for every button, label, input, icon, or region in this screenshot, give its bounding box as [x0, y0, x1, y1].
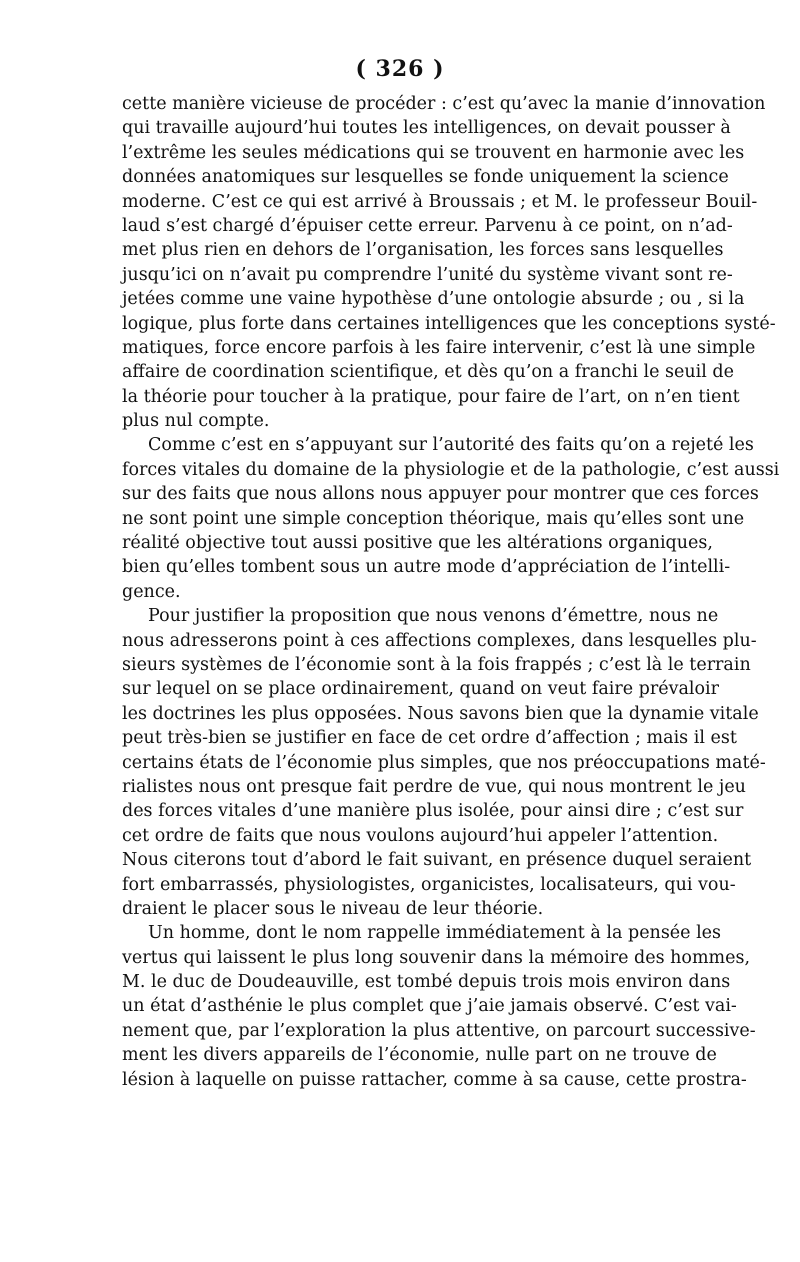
text-line: lésion à laquelle on puisse rattacher, comme à sa cause, cette prostra-: [122, 1069, 747, 1090]
text-line: cette manière vicieuse de procéder : c’est qu’avec la manie d’innovation: [122, 94, 766, 114]
text-line: fort embarrassés, physiologistes, organicistes, localisateurs, qui vou-: [122, 874, 736, 895]
text-line: vertus qui laissent le plus long souvenir dans la mémoire des hommes,: [122, 947, 751, 968]
text-line: des forces vitales d’une manière plus isolée, pour ainsi dire ; c’est sur: [122, 801, 744, 822]
text-line: affaire de coordination scientifique, et dès qu’on a franchi le seuil de: [122, 362, 734, 383]
text-line: Comme c’est en s’appuyant sur l’autorité des faits qu’on a rejeté les: [148, 435, 754, 456]
text-line: ne sont point une simple conception théorique, mais qu’elles sont une: [122, 508, 745, 529]
paragraph: [122, 433, 780, 604]
text-line: certains états de l’économie plus simples, que nos préoccupations maté-: [122, 752, 766, 773]
text-line: rialistes nous ont presque fait perdre de vue, qui nous montrent le jeu: [122, 776, 746, 797]
text-line: jetées comme une vaine hypothèse d’une ontologie absurde ; ou , si la: [122, 289, 745, 310]
text-line: ment les divers appareils de l’économie, nulle part on ne trouve de: [122, 1045, 717, 1066]
text-line: met plus rien en dehors de l’organisation, les forces sans lesquelles: [122, 240, 724, 261]
paragraph: [122, 921, 756, 1092]
text-line: jusqu’ici on n’avait pu comprendre l’unité du système vivant sont re-: [122, 264, 733, 285]
text-line: plus nul compte.: [122, 411, 270, 432]
text-line: Pour justifier la proposition que nous venons d’émettre, nous ne: [148, 606, 719, 627]
text-line: peut très-bien se justifier en face de cet ordre d’affection ; mais il est: [122, 728, 737, 749]
text-line: qui travaille aujourd’hui toutes les intelligences, on devait pousser à: [122, 118, 731, 139]
text-line: forces vitales du domaine de la physiologie et de la pathologie, c’est aussi: [122, 459, 780, 480]
text-line: laud s’est chargé d’épuiser cette erreur. Parvenu à ce point, on n’ad-: [122, 215, 733, 236]
text-line: la théorie pour toucher à la pratique, pour faire de l’art, on n’en tient: [122, 386, 740, 407]
paragraph: [122, 604, 766, 921]
body-text: [122, 92, 780, 1092]
text-line: réalité objective tout aussi positive que les altérations organiques,: [122, 533, 713, 554]
text-line: Nous citerons tout d’abord le fait suivant, en présence duquel seraient: [122, 850, 752, 871]
text-line: gence.: [122, 581, 181, 602]
text-line: les doctrines les plus opposées. Nous savons bien que la dynamie vitale: [122, 703, 759, 724]
text-line: nement que, par l’exploration la plus attentive, on parcourt successive-: [122, 1020, 756, 1041]
text-line: sur lequel on se place ordinairement, quand on veut faire prévaloir: [122, 679, 719, 700]
text-line: un état d’asthénie le plus complet que j’aie jamais observé. C’est vai-: [122, 996, 737, 1017]
text-line: nous adresserons point à ces affections complexes, dans lesquelles plu-: [122, 630, 757, 651]
text-line: logique, plus forte dans certaines intelligences que les conceptions systé-: [122, 313, 776, 334]
text-line: sur des faits que nous allons nous appuyer pour montrer que ces forces: [122, 484, 759, 505]
paragraph: [122, 92, 776, 433]
text-line: cet ordre de faits que nous voulons aujourd’hui appeler l’attention.: [122, 825, 719, 846]
text-line: bien qu’elles tombent sous un autre mode d’appréciation de l’intelli-: [122, 557, 731, 578]
page-number: ( 326 ): [355, 56, 445, 82]
text-line: sieurs systèmes de l’économie sont à la fois frappés ; c’est là le terrain: [122, 654, 751, 675]
text-line: M. le duc de Doudeauville, est tombé depuis trois mois environ dans: [122, 972, 731, 993]
text-line: données anatomiques sur lesquelles se fonde uniquement la science: [122, 167, 729, 188]
text-line: l’extrême les seules médications qui se trouvent en harmonie avec les: [122, 142, 745, 163]
text-line: draient le placer sous le niveau de leur théorie.: [122, 898, 544, 919]
text-line: matiques, force encore parfois à les faire intervenir, c’est là une simple: [122, 337, 756, 358]
text-line: moderne. C’est ce qui est arrivé à Broussais ; et M. le professeur Bouil-: [122, 191, 758, 212]
text-line: Un homme, dont le nom rappelle immédiatement à la pensée les: [148, 923, 722, 944]
